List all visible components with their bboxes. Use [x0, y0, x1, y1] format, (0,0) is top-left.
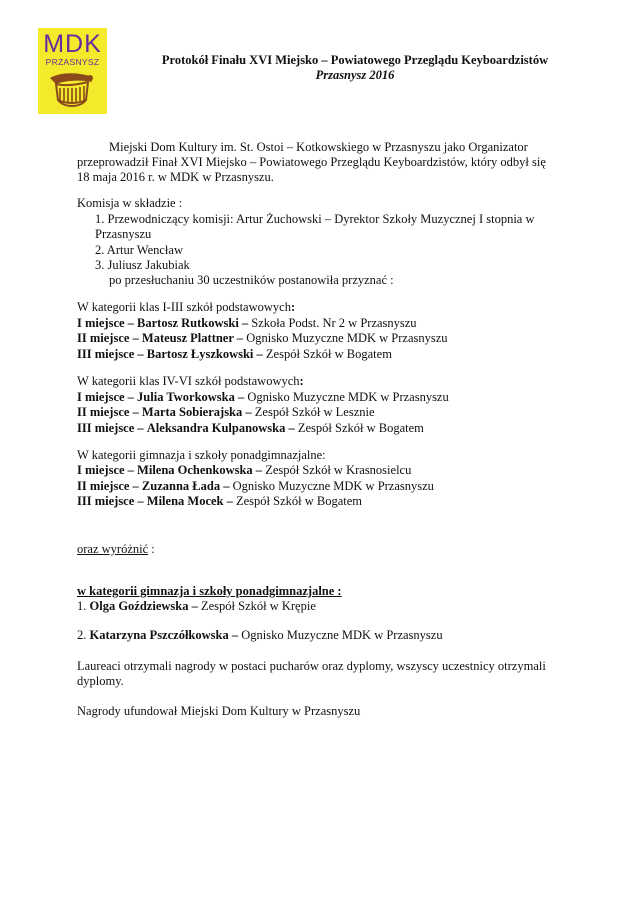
winner-school: Zespół Szkół w Bogatem: [297, 421, 424, 435]
distinctions-category: w kategorii gimnazja i szkoły ponadgimnazjalne :: [77, 584, 342, 598]
closing-line-2: dyplomy.: [77, 674, 124, 688]
distinction-2: [77, 627, 443, 643]
category-3-place-3: [77, 493, 362, 509]
distinction-name: Katarzyna Pszczółkowska –: [89, 628, 239, 642]
commission-member-1-cont: Przasnyszu: [95, 227, 152, 241]
intro-line-1: Miejski Dom Kultury im. St. Ostoi – Kotkowskiego w Przasnyszu jako Organizator: [109, 140, 528, 154]
category-2-heading-colon: :: [299, 374, 304, 388]
place-label: II miejsce –: [77, 331, 139, 345]
category-2-place-1: [77, 389, 449, 405]
distinction-number: 1.: [77, 599, 87, 613]
place-label: III miejsce –: [77, 347, 144, 361]
category-1-place-3: [77, 346, 392, 362]
category-1-heading-colon: :: [290, 300, 296, 314]
place-label: II miejsce –: [77, 479, 139, 493]
distinctions-heading: [77, 541, 155, 557]
winner-school: Zespół Szkół w Bogatem: [265, 347, 392, 361]
winner-school: Szkoła Podst. Nr 2 w Przasnyszu: [251, 316, 417, 330]
winner-name: Milena Mocek –: [146, 494, 233, 508]
distinctions-heading-text: oraz wyróżnić: [77, 542, 149, 556]
winner-name: Julia Tworkowska –: [137, 390, 245, 404]
logo-emblem-icon: [46, 70, 98, 110]
category-1-heading: [77, 299, 295, 315]
distinction-school: Zespół Szkół w Krępie: [200, 599, 316, 613]
winner-school: Ognisko Muzyczne MDK w Przasnyszu: [247, 390, 449, 404]
mdk-logo: [38, 28, 107, 114]
winner-name: Marta Sobierajska –: [141, 405, 252, 419]
document-subtitle: Przasnysz 2016: [315, 68, 395, 82]
winner-school: Zespół Szkół w Bogatem: [236, 494, 363, 508]
category-1-place-2: [77, 330, 448, 346]
winner-name: Bartosz Łyszkowski –: [146, 347, 263, 361]
winner-name: Zuzanna Łada –: [141, 479, 230, 493]
intro-line-3: 18 maja 2016 r. w MDK w Przasnyszu.: [77, 170, 274, 184]
place-label: III miejsce –: [77, 494, 144, 508]
place-label: II miejsce –: [77, 405, 139, 419]
category-2-place-3: [77, 420, 424, 436]
commission-heading: Komisja w składzie :: [77, 196, 183, 210]
winner-school: Zespół Szkół w Krasnosielcu: [265, 463, 412, 477]
logo-subtext: PRZASNYSZ: [45, 57, 100, 67]
category-2-heading: [77, 373, 304, 389]
commission-member-2: 2. Artur Wencław: [95, 243, 183, 257]
winner-school: Ognisko Muzyczne MDK w Przasnyszu: [232, 479, 434, 493]
place-label: I miejsce –: [77, 390, 134, 404]
distinction-1: [77, 598, 316, 614]
category-3-heading: W kategorii gimnazja i szkoły ponadgimnazjalne:: [77, 448, 326, 462]
winner-name: Aleksandra Kulpanowska –: [146, 421, 295, 435]
closing-line-1: Laureaci otrzymali nagrody w postaci pucharów oraz dyplomy, wszyscy uczestnicy otrzymali: [77, 659, 546, 673]
place-label: III miejsce –: [77, 421, 144, 435]
category-1-heading-text: W kategorii klas I-III szkół podstawowych: [77, 300, 291, 314]
logo-text: MDK: [43, 30, 102, 58]
category-2-heading-text: W kategorii klas IV-VI szkół podstawowych: [77, 374, 300, 388]
winner-name: Milena Ochenkowska –: [137, 463, 263, 477]
commission-member-3: 3. Juliusz Jakubiak: [95, 258, 190, 272]
commission-decision: po przesłuchaniu 30 uczestników postanowiła przyznać :: [109, 273, 394, 287]
winner-name: Bartosz Rutkowski –: [137, 316, 249, 330]
commission-member-1: 1. Przewodniczący komisji: Artur Żuchowski – Dyrektor Szkoły Muzycznej I stopnia w: [95, 212, 535, 226]
winner-name: Mateusz Plattner –: [141, 331, 244, 345]
category-3-place-2: [77, 478, 434, 494]
category-3-place-1: [77, 462, 411, 478]
winner-school: Ognisko Muzyczne MDK w Przasnyszu: [246, 331, 448, 345]
distinction-name: Olga Goździewska –: [89, 599, 198, 613]
document-title: Protokół Finału XVI Miejsko – Powiatowego Przeglądu Keyboardzistów: [161, 53, 549, 67]
category-1-place-1: [77, 315, 417, 331]
distinction-number: 2.: [77, 628, 87, 642]
place-label: I miejsce –: [77, 463, 134, 477]
place-label: I miejsce –: [77, 316, 134, 330]
distinctions-heading-colon: :: [151, 542, 155, 556]
distinction-school: Ognisko Muzyczne MDK w Przasnyszu: [241, 628, 443, 642]
winner-school: Zespół Szkół w Lesznie: [254, 405, 375, 419]
intro-line-2: przeprowadził Finał XVI Miejsko – Powiatowego Przeglądu Keyboardzistów, który odbył się: [77, 155, 546, 169]
category-2-place-2: [77, 404, 375, 420]
closing-line-3: Nagrody ufundował Miejski Dom Kultury w Przasnyszu: [77, 704, 361, 718]
